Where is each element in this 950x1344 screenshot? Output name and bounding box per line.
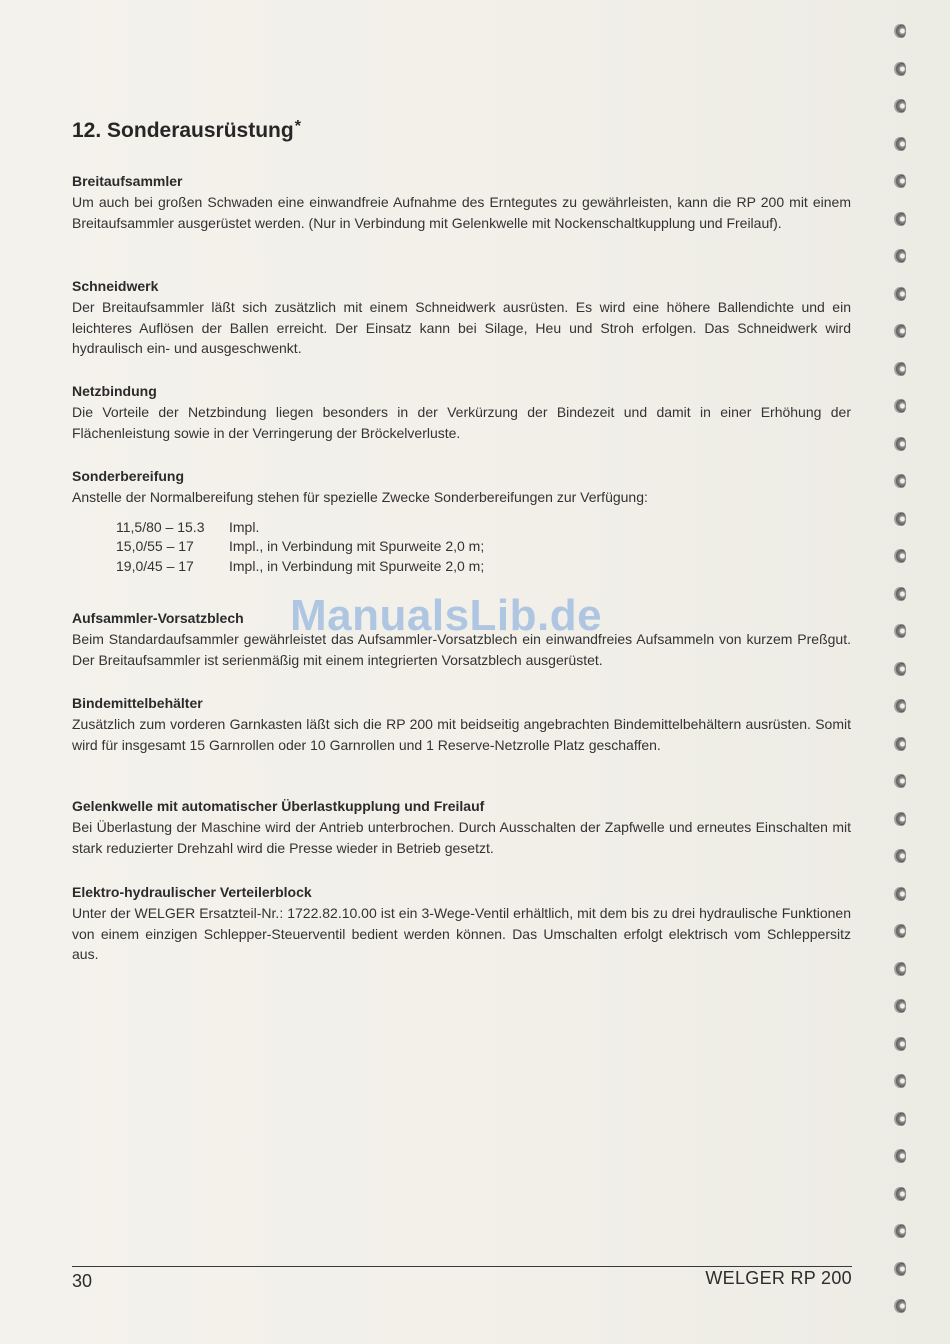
section-bindemittelbehaelter — [72, 695, 851, 755]
section-text: Zusätzlich zum vorderen Garnkasten läßt sich die RP 200 mit beidseitig angebrachten Bindemittelbehältern ausrüsten. Somit wird für insgesamt 15 Garnrollen oder 10 Garnrollen und 1 Reserve-Netzrolle Platz geschaffen. — [72, 716, 851, 753]
binding-ring — [894, 1299, 906, 1313]
binding-ring — [894, 362, 906, 376]
binding-ring — [894, 587, 906, 601]
binding-ring — [894, 549, 906, 563]
tire-size: 15,0/55 – 17 — [116, 538, 194, 554]
binding-ring — [894, 1262, 906, 1276]
binding-ring — [894, 887, 906, 901]
section-gelenkwelle — [72, 798, 851, 858]
tire-desc: Impl., in Verbindung mit Spurweite 2,0 m; — [229, 557, 485, 574]
binding-ring — [894, 99, 906, 113]
binding-ring — [894, 774, 906, 788]
section-heading: Schneidwerk — [72, 278, 159, 294]
binding-ring — [894, 662, 906, 676]
binding-ring — [894, 1037, 906, 1051]
binding-ring — [894, 962, 906, 976]
section-heading: Sonderbereifung — [72, 468, 185, 484]
binding-ring — [894, 399, 906, 413]
binding-ring — [894, 699, 906, 713]
section-text: Anstelle der Normalbereifung stehen für spezielle Zwecke Sonderbereifungen zur Verfügung: — [72, 489, 648, 505]
binding-ring — [894, 849, 906, 863]
section-sonderbereifung — [72, 468, 851, 576]
tire-size: 19,0/45 – 17 — [116, 557, 194, 574]
page-title — [72, 118, 301, 143]
page-title-text: 12. Sonderausrüstung — [72, 119, 294, 142]
binding-ring — [894, 212, 906, 226]
binding-ring — [894, 1074, 906, 1088]
section-netzbindung — [72, 383, 851, 443]
binding-ring — [894, 999, 906, 1013]
binding-ring — [894, 624, 906, 638]
watermark: ManualsLib.de — [290, 591, 603, 640]
binding-ring — [894, 24, 906, 38]
binding-ring — [894, 137, 906, 151]
section-heading: Netzbindung — [72, 383, 157, 399]
tire-size: 11,5/80 – 15.3 — [116, 518, 205, 535]
section-heading: Elektro-hydraulischer Verteilerblock — [72, 884, 312, 900]
section-text: Die Vorteile der Netzbindung liegen besonders in der Verkürzung der Bindezeit und damit in einer Erhöhung der Flächenleistung sowie in der Verringerung der Bröckelverluste. — [72, 404, 851, 441]
binding-ring — [894, 1224, 906, 1238]
section-text: Bei Überlastung der Maschine wird der Antrieb unterbrochen. Durch Ausschalten der Zapfwelle und erneutes Einschalten mit stark reduzierter Drehzahl wird die Presse wieder in Betrieb gesetzt. — [72, 819, 851, 856]
tire-desc: Impl. — [229, 518, 260, 535]
section-aufsammler-vorsatzblech — [72, 610, 851, 670]
title-mark: * — [294, 118, 301, 135]
binding-ring — [894, 737, 906, 751]
section-text: Um auch bei großen Schwaden eine einwandfreie Aufnahme des Erntegutes zu gewährleisten, kann die RP 200 mit einem Breitaufsammler ausgerüstet werden. (Nur in Verbindung mit Gelenkwelle mit Nockenschaltkupplung und Freilauf). — [72, 194, 851, 231]
binding-ring — [894, 174, 906, 188]
binding-ring — [894, 1187, 906, 1201]
binding-ring — [894, 62, 906, 76]
binding-ring — [894, 249, 906, 263]
page-number: 30 — [72, 1271, 93, 1291]
section-heading: Gelenkwelle mit automatischer Überlastkupplung und Freilauf — [72, 798, 485, 814]
section-text: Beim Standardaufsammler gewährleistet das Aufsammler-Vorsatzblech ein einwandfreies Aufsammeln von kurzem Preßgut. Der Breitaufsammler ist serienmäßig mit einem integrierten Vorsatzblech ausgerüstet. — [72, 631, 851, 668]
footer-divider — [72, 1266, 852, 1267]
binding-ring — [894, 287, 906, 301]
binding-ring — [894, 812, 906, 826]
binding-ring — [894, 924, 906, 938]
section-breitaufsammler — [72, 173, 851, 233]
section-text: Unter der WELGER Ersatzteil-Nr.: 1722.82.10.00 ist ein 3-Wege-Ventil erhältlich, mit dem bis zu drei hydraulische Funktionen von einem einzigen Schlepper-Steuerventil bedient werden können. Das Umschalten erfolgt elektrisch vom Schleppersitz aus. — [72, 905, 851, 962]
section-heading: Bindemittelbehälter — [72, 695, 203, 711]
tire-list — [116, 518, 851, 577]
binding-ring — [894, 1149, 906, 1163]
binding-ring — [894, 512, 906, 526]
tire-item — [116, 557, 851, 577]
binding-ring — [894, 437, 906, 451]
section-schneidwerk — [72, 278, 851, 359]
binding-ring — [894, 1112, 906, 1126]
section-heading: Breitaufsammler — [72, 173, 183, 189]
section-text: Der Breitaufsammler läßt sich zusätzlich mit einem Schneidwerk ausrüsten. Es wird eine höhere Ballendichte und ein leichteres Auflösen der Ballen erreicht. Der Einsatz kann bei Silage, Heu und Stroh erfolgen. Das Schneidwerk wird hydraulisch ein- und ausgeschwenkt. — [72, 299, 851, 356]
section-heading: Aufsammler-Vorsatzblech — [72, 610, 244, 626]
tire-item — [116, 518, 851, 538]
tire-desc: Impl., in Verbindung mit Spurweite 2,0 m; — [229, 538, 485, 554]
binding-ring — [894, 474, 906, 488]
section-verteilerblock — [72, 884, 851, 965]
tire-item — [116, 537, 851, 557]
document-name: WELGER RP 200 — [705, 1268, 852, 1288]
binding-ring — [894, 324, 906, 338]
spiral-binding — [894, 24, 910, 1324]
